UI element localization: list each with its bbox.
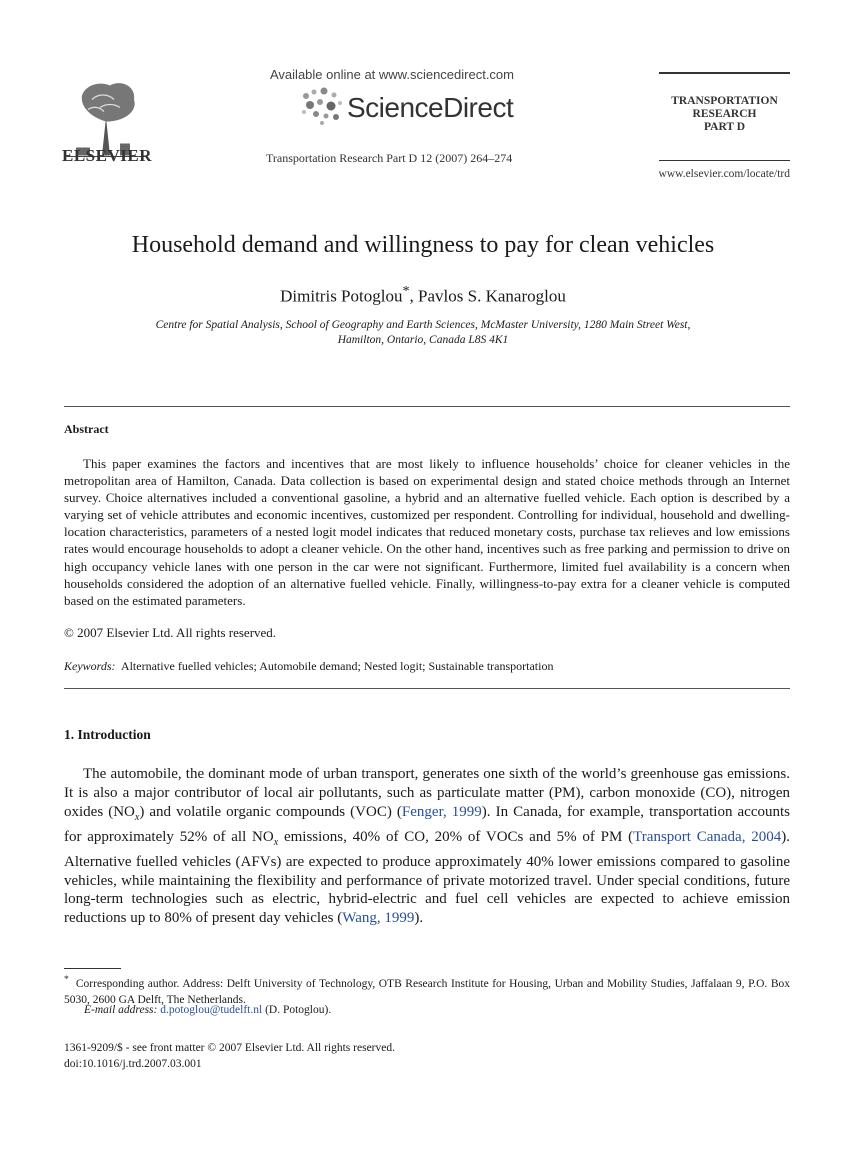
journal-reference: Transportation Research Part D 12 (2007) 264–274 [266,151,513,165]
issn-line: 1361-9209/$ - see front matter © 2007 Elsevier Ltd. All rights reserved. [64,1042,395,1054]
subscript-x: x [134,811,140,823]
journal-title-line: TRANSPORTATION [671,95,778,107]
affiliation-line: Hamilton, Ontario, Canada L8S 4K1 [337,334,509,346]
intro-text: ). In Canada, for example, transportation accounts for approximately 52% of all NO [64,803,790,845]
footnote-rule [64,968,121,969]
section-heading-introduction: 1. Introduction [64,727,151,742]
intro-text: emissions, 40% of CO, 20% of VOCs and 5% of PM ( [278,828,634,845]
keywords-list: Alternative fuelled vehicles; Automobile demand; Nested logit; Sustainable transportation [120,659,554,673]
journal-title-bottom-rule [659,160,790,161]
citation-link-wang[interactable]: Wang, 1999 [342,910,415,927]
footnote-email-line [84,1004,331,1016]
footnote-text: Corresponding author. Address: Delft University of Technology, OTB Research Institute for Housing, Urban and Mobility Studies, Jaffalaan 9, P.O. Box 5030, 2600 GA Delft, The Netherlands. [64,977,790,1006]
introduction-paragraph [64,765,790,928]
intro-text: ). Alternative fuelled vehicles (AFVs) are expected to produce approximately 40% lower emissions compared to gasoline vehicles, while maintaining the flexibility and performance of private motorized travel. Under special conditions, future long-term technologies such as electric, hybrid-electric and fuel cell vehicles are expected to achieve emission reductions up to 80% of present day vehicles ( [64,828,790,927]
author-separator: , [409,286,419,306]
author-list [0,283,846,307]
publisher-logo-label: ELSEVIER [62,146,152,165]
abstract-top-rule [64,406,790,407]
keywords-line [64,659,553,674]
corresponding-author-footnote [64,972,790,1008]
sciencedirect-logo-text[interactable]: ScienceDirect [347,92,514,123]
journal-url-link[interactable]: www.elsevier.com/locate/trd [658,168,790,180]
intro-text: The automobile, the dominant mode of urban transport, generates one sixth of the world’s greenhouse gas emissions. It is also a major contributor of local air pollutants, such as particulate matter (PM), carbon monoxide (CO), nitrogen oxides (NO [64,766,790,820]
journal-title-block [659,95,790,134]
citation-link-fenger[interactable]: Fenger, 1999 [401,803,482,820]
journal-title-top-rule [659,72,790,74]
abstract-heading: Abstract [64,422,109,436]
journal-title-line: RESEARCH [692,108,757,120]
sciencedirect-dots-icon [298,86,344,126]
abstract-copyright: © 2007 Elsevier Ltd. All rights reserved. [64,625,277,640]
available-online-text[interactable]: Available online at www.sciencedirect.com [270,67,514,82]
corresponding-author-mark[interactable]: * [402,283,410,299]
journal-title-line: PART D [703,121,746,133]
doi-line[interactable]: doi:10.1016/j.trd.2007.03.001 [64,1058,202,1070]
citation-link-transport-canada[interactable]: Transport Canada, 2004 [633,828,782,845]
footnote-mark: * [64,974,69,985]
intro-text: ) and volatile organic compounds (VOC) ( [139,803,402,820]
affiliation-line: Centre for Spatial Analysis, School of Geography and Earth Sciences, McMaster University, 1280 Main Street West, [155,319,691,331]
email-owner: (D. Potoglou). [265,1004,332,1016]
author-name[interactable]: Dimitris Potoglou [280,286,403,306]
author-name[interactable]: Pavlos S. Kanaroglou [418,286,566,306]
intro-text: ). [414,910,424,927]
article-title: Household demand and willingness to pay for clean vehicles [131,232,715,258]
subscript-x: x [273,836,279,848]
front-matter [64,1040,395,1072]
keywords-label: Keywords: [64,659,116,673]
abstract-bottom-rule [64,688,790,689]
email-link[interactable]: d.potoglou@tudelft.nl [160,1004,263,1016]
abstract-text: This paper examines the factors and incentives that are most likely to influence households’ choice for cleaner vehicles in the metropolitan area of Hamilton, Canada. Data collection is based on experimental design and stated choice methods through an Internet survey. Choice alternatives included a conventional gasoline, a hybrid and an alternative fuelled vehicle. Each option is described by a varying set of vehicle attributes and economic incentives, customized per respondent. Controlling for individual, household and dwelling-location characteristics, parameters of a nested logit model indicates that reduced monetary costs, purchase tax relieves and low emissions rates would encourage households to adopt a cleaner vehicle. On the other hand, incentives such as free parking and permission to drive on high occupancy vehicle lanes with one person in the car were not significant. Furthermore, limited fuel availability is a concern when households considered the adoption of an alternative fuelled vehicle. Finally, willingness-to-pay extra for a cleaner vehicle is computed based on the estimated parameters. [64,456,790,608]
author-affiliation [90,318,756,348]
email-label: E-mail address: [84,1004,158,1016]
